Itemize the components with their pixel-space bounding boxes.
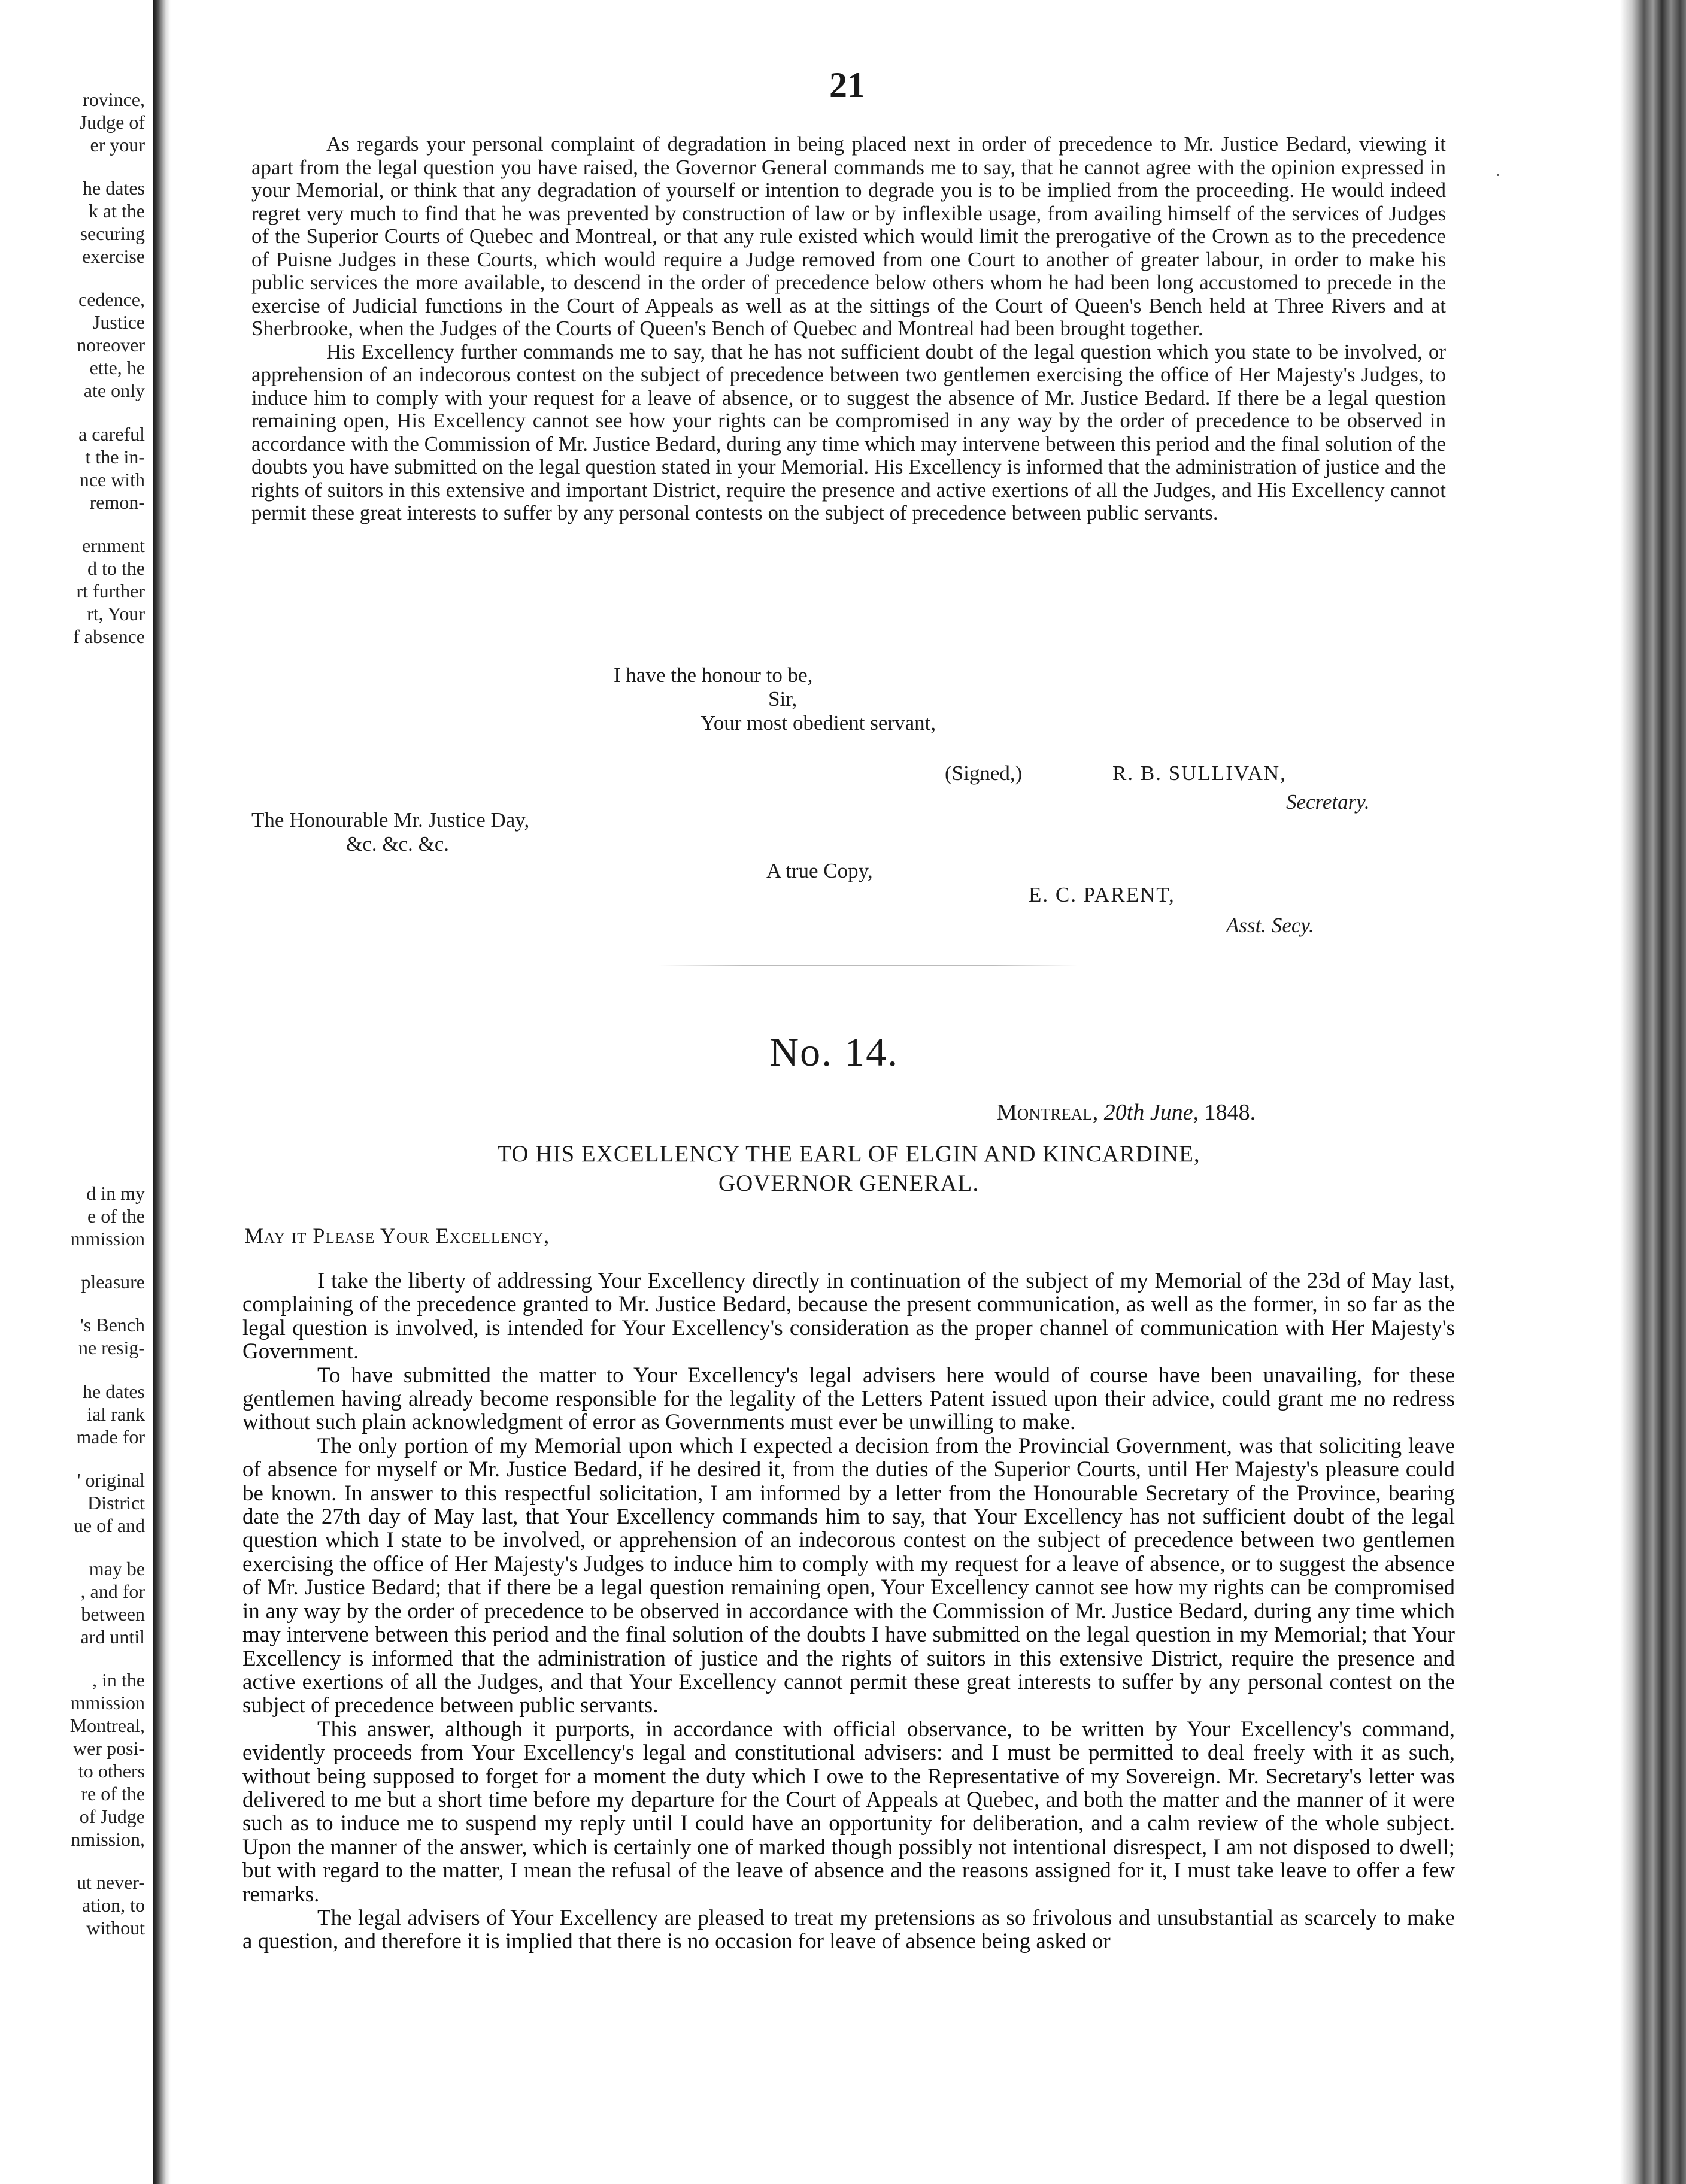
- left-page-fragment: t the in-: [85, 445, 145, 468]
- signatory-name: R. B. SULLIVAN,: [1112, 762, 1287, 785]
- paragraph: This answer, although it purports, in accordance with official observance, to be written by Your Excellency's command, evidently proceeds from Your Excellency's legal and constitutional advisers: and I must be permitted to deal freely with it as such, without being supposed to forget for a moment the duty which I owe to the Representative of my Sovereign. Mr. Secretary's letter was delivered to me but a short time before my departure for the Court of Appeals at Quebec, and both the matter and the manner of it were such as to induce me to suspend my reply until I could have an opportunity for deliberation, and a calm review of the whole subject. Upon the manner of the answer, which is certainly one of marked though possibly not intentional disrespect, I am not disposed to dwell; but with regard to the matter, I mean the refusal of the leave of absence and the reasons assigned for it, I must take leave to offer a few remarks.: [242, 1716, 1455, 1907]
- left-page-fragment: pleasure: [81, 1271, 145, 1293]
- left-page-fragment: between: [81, 1603, 145, 1625]
- left-page-fragment: Justice: [92, 311, 145, 333]
- left-page-fragment: wer posi-: [73, 1737, 145, 1760]
- left-page-fragment: 's Bench: [80, 1314, 145, 1336]
- left-page-fragment: without: [86, 1917, 145, 1939]
- paragraph: The only portion of my Memorial upon which I expected a decision from the Provincial Government, was that soliciting leave of absence for myself or Mr. Justice Bedard, if he desired it, from the duties of the Superior Courts, until Her Majesty's pleasure could be known. In answer to this respectful solicitation, I am informed by a letter from the Honourable Secretary of the Province, bearing date the 27th day of May last, that Your Excellency commands him to say, that Your Excellency has not sufficient doubt of the legal question which I state to be involved, or apprehension of an indecorous contest on the subject of precedence between two gentlemen exercising the office of Her Majesty's Judges to induce him to comply with my request for a leave of absence, or to suggest the absence of Mr. Justice Bedard; that if there be a legal question remaining open, Your Excellency cannot see how my rights can be compromised in any way by the order of precedence to be observed in accordance with the Commission of Mr. Justice Bedard, during any time which may intervene between this period and the final solution of the doubts I have submitted on the legal question in my Memorial; that Your Excellency is informed that the administration of justice and the rights of suitors in this extensive District, require the presence and active exertions of all the Judges, and that Your Excellency cannot permit these great interests to suffer by any personal contest on the subject of precedence between public servants.: [242, 1433, 1455, 1718]
- left-page-fragment: ut never-: [77, 1871, 145, 1894]
- signed-note: (Signed,): [945, 762, 1023, 785]
- letter-14-body: [242, 1269, 1455, 1954]
- left-page-fragment: of Judge: [79, 1806, 145, 1828]
- left-page-fragment: ue of and: [73, 1514, 145, 1536]
- left-page-fragment: f absence: [73, 625, 145, 647]
- true-copy-note: A true Copy,: [766, 859, 873, 882]
- addressee: The Honourable Mr. Justice Day,: [251, 808, 530, 832]
- address-line: GOVERNOR GENERAL.: [718, 1170, 980, 1196]
- page-edge-stack: [1620, 0, 1686, 2184]
- addressee-etc: &c. &c. &c.: [346, 832, 450, 856]
- paragraph: To have submitted the matter to Your Excellency's legal advisers here would of course have been unavailing, for these gentlemen having already become responsible for the legality of the Letters Patent issued upon their advice, could grant me no redress without such plain acknowledgment of error as Governments must ever be unwilling to make.: [242, 1363, 1455, 1435]
- left-page-fragment: nce with: [79, 468, 145, 490]
- left-page-fragment: re of the: [81, 1783, 145, 1805]
- left-page-fragment: , in the: [92, 1669, 145, 1691]
- left-page-fragment: rt further: [76, 580, 145, 602]
- left-page-fragment: ne resig-: [78, 1337, 145, 1359]
- letter-number-heading: No. 14.: [769, 1029, 899, 1075]
- address-line: TO HIS EXCELLENCY THE EARL OF ELGIN AND KINCARDINE,: [497, 1141, 1200, 1167]
- dateline-place: Montreal,: [997, 1100, 1099, 1125]
- left-page-fragment: District: [87, 1491, 145, 1513]
- left-page-fragment: to others: [78, 1760, 145, 1782]
- left-page-fragment: er your: [90, 134, 145, 156]
- left-page-fragment: cedence,: [78, 289, 145, 311]
- salutation: May it Please Your Excellency,: [244, 1224, 550, 1248]
- left-page-fragment: a careful: [78, 423, 145, 445]
- closing-line: Your most obedient servant,: [701, 711, 936, 735]
- closing-line: I have the honour to be,: [614, 663, 813, 687]
- left-page-fragment: ial rank: [87, 1403, 145, 1425]
- left-page-edge: [0, 0, 157, 2184]
- paragraph: As regards your personal complaint of degradation in being placed next in order of precedence to Mr. Justice Bedard, viewing it apart from the legal question you have raised, the Governor General commands me to say, that he cannot agree with the opinion expressed in your Memorial, or think that any degradation of yourself or intention to degrade you is to be implied from the proceeding. He would indeed regret very much to find that he was prevented by construction of law or by inflexible usage, from availing himself of the services of Judges of the Superior Courts of Quebec and Montreal, or that any rule existed which would limit the prerogative of the Crown as to the precedence of Puisne Judges in these Courts, which would require a Judge removed from one Court to another of greater labour, in order to make his public services the more available, to descend in the order of precedence below others whom he had been long accustomed to precede in the exercise of Judicial functions in the Court of Appeals as well as at the sittings of the Court of Queen's Bench held at Three Rivers and at Sherbrooke, when the Judges of the Courts of Queen's Bench of Quebec and Montreal had been brought together.: [251, 132, 1446, 340]
- paragraph: The legal advisers of Your Excellency are pleased to treat my pretensions as so frivolous and unsubstantial as scarcely to make a question, and therefore it is implied that there is no occasion for leave of absence being asked or: [242, 1905, 1455, 1954]
- left-page-fragment: ate only: [83, 380, 145, 402]
- paragraph: His Excellency further commands me to say, that he has not sufficient doubt of the legal question which you state to be involved, or apprehension of an indecorous contest on the subject of precedence between two gentlemen exercising the office of Her Majesty's Judges, to induce him to comply with your request for a leave of absence, or to suggest the absence of Mr. Justice Bedard. If there be a legal question remaining open, His Excellency cannot see how your rights can be compromised in any way by the order of precedence to be observed in accordance with the Commission of Mr. Justice Bedard, during any time which may intervene between this period and the final solution of the doubts you have submitted on the legal question stated in your Memorial. His Excellency is informed that the administration of justice and the rights of suitors in this extensive and important District, require the presence and active exertions of all the Judges, and His Excellency cannot permit these great interests to suffer by any personal contests on the subject of precedence between public servants.: [251, 339, 1446, 524]
- book-gutter: [153, 0, 171, 2184]
- left-page-fragment: e of the: [87, 1205, 145, 1227]
- left-page-fragment: , and for: [80, 1581, 145, 1602]
- dateline-date: 20th June,: [1103, 1100, 1199, 1125]
- copy-signatory-name: E. C. PARENT,: [1029, 883, 1175, 906]
- page-number: 21: [829, 65, 865, 105]
- left-page-fragment: remon-: [89, 491, 145, 513]
- dateline-year: 1848.: [1204, 1100, 1256, 1125]
- left-page-fragment: nmission,: [71, 1828, 145, 1851]
- left-page-fragment: d in my: [86, 1182, 145, 1204]
- section-divider: [659, 965, 1078, 966]
- letter-13-body: [251, 133, 1446, 525]
- left-page-fragment: ette, he: [89, 357, 145, 379]
- left-page-fragment: he dates: [83, 1380, 145, 1402]
- left-page-fragment: rt, Your: [87, 602, 145, 624]
- left-page-fragment: mmission: [70, 1692, 145, 1714]
- left-page-fragment: ernment: [82, 534, 145, 556]
- left-page-fragment: noreover: [77, 334, 145, 356]
- left-page-fragment: ation, to: [82, 1894, 145, 1916]
- closing-line: Sir,: [768, 687, 797, 711]
- left-page-fragment: mmission: [70, 1228, 145, 1249]
- paragraph: I take the liberty of addressing Your Excellency directly in continuation of the subject of my Memorial of the 23d of May last, complaining of the precedence granted to Mr. Justice Bedard, because the present communication, as well as the former, in so far as the legal question is involved, is intended for Your Excellency's consideration as the proper channel of communication with Her Majesty's Government.: [242, 1269, 1455, 1364]
- dateline: [997, 1099, 1256, 1126]
- left-page-fragment: Montreal,: [69, 1715, 145, 1737]
- left-page-fragment: ' original: [77, 1469, 145, 1491]
- signatory-title: Secretary.: [1286, 790, 1370, 814]
- left-page-fragment: exercise: [82, 245, 145, 268]
- left-page-fragment: k at the: [88, 200, 145, 222]
- left-page-fragment: securing: [80, 223, 145, 245]
- left-page-fragment: ard until: [80, 1626, 145, 1648]
- margin-mark: [1497, 174, 1499, 176]
- left-page-fragment: made for: [76, 1425, 145, 1448]
- left-page-fragment: he dates: [83, 177, 145, 199]
- copy-signatory-title: Asst. Secy.: [1226, 914, 1314, 937]
- left-page-fragment: Judge of: [79, 111, 145, 133]
- left-page-fragment: rovince,: [83, 89, 145, 110]
- left-page-fragment: d to the: [87, 557, 145, 579]
- left-page-fragment: may be: [89, 1558, 145, 1579]
